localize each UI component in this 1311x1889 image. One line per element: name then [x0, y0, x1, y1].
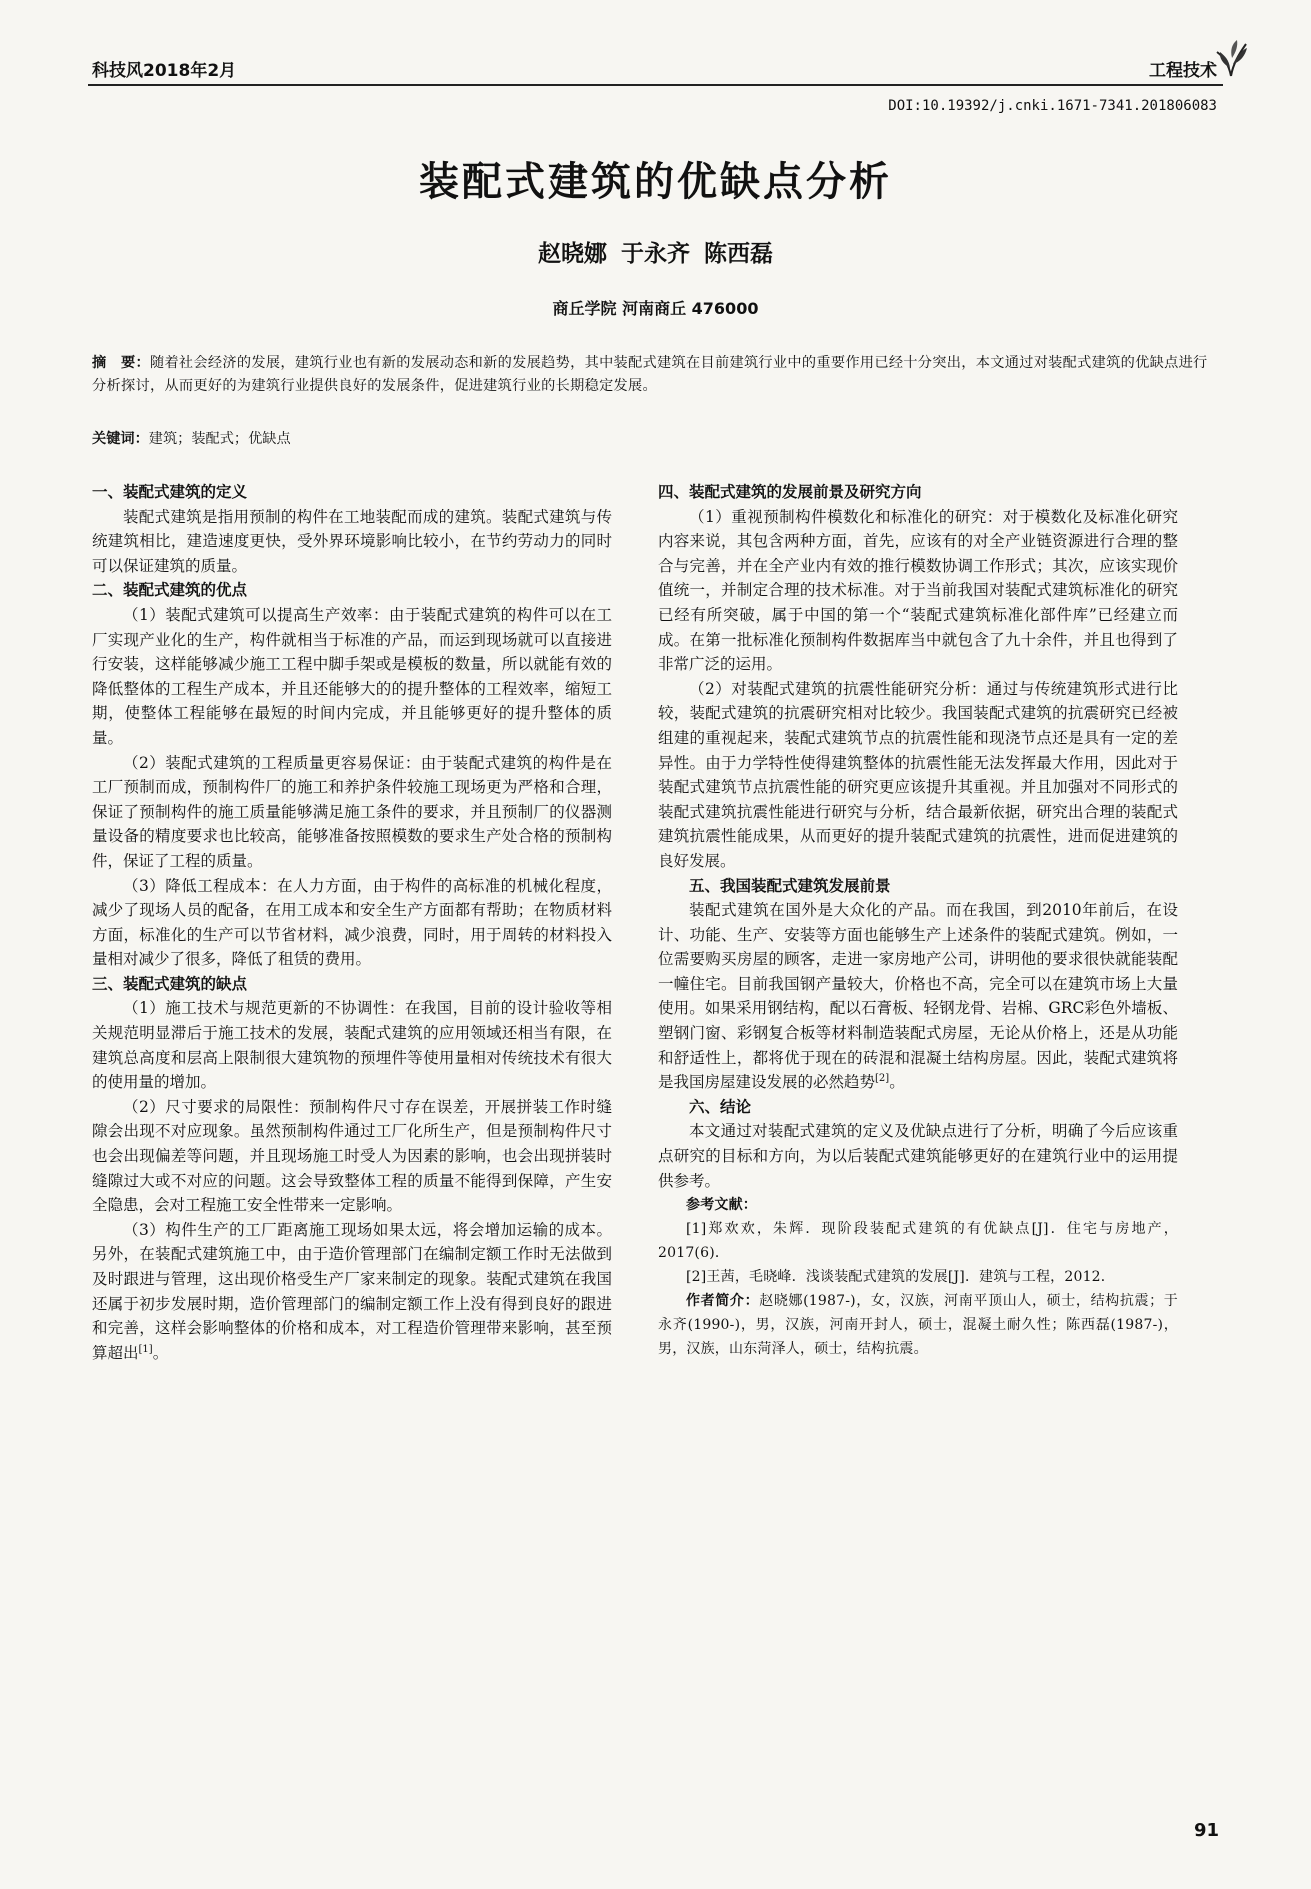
journal-issue: 科技风2018年2月	[92, 61, 237, 81]
left-section-heading: 一、装配式建筑的定义	[92, 483, 248, 501]
right-section-heading: 六、结论	[689, 1097, 752, 1116]
right-paragraph: 装配式建筑在国外是大众化的产品。而在我国，到2010年前后，在设计、功能、生产、安装等方面也能够生产上述条件的装配式建筑。例如，一位需要购买房屋的顾客，走进一家房地产公司，讲明他的要求很快就能装配一幢住宅。目前我国钢产量较大，价格也不高，完全可以在建筑市场上大量使用。如果采用钢结构，配以石膏板、轻钢龙骨、岩棉、GRC彩色外墙板、塑钢门窗、彩钢复合板等材料制造装配式房屋，无论从价格上，还是从功能和舒适性上，都将优于现在的砖混和混凝土结构房屋。因此，装配式建筑将是我国房屋建设发展的必然趋势[2]。	[658, 901, 1178, 1092]
sentence-end: 。	[889, 1073, 905, 1092]
left-paragraph: 装配式建筑是指用预制的构件在工地装配而成的建筑。装配式建筑与传统建筑相比，建造速度更快，受外界环境影响比较小，在节约劳动力的同时可以保证建筑的质量。	[92, 507, 612, 575]
keywords	[92, 428, 1220, 451]
leaf-logo-icon	[1213, 38, 1249, 78]
citation-marker: [2]	[875, 1073, 890, 1085]
header-rule	[88, 84, 1223, 86]
abstract-text: 随着社会经济的发展，建筑行业也有新的发展动态和新的发展趋势，其中装配式建筑在目前建筑行业中的重要作用已经十分突出，本文通过对装配式建筑的优缺点进行分析探讨，从而更好的为建筑行业提供良好的发展条件，促进建筑行业的长期稳定发展。	[92, 355, 1208, 394]
section-label: 工程技术	[1149, 61, 1217, 81]
right-column	[658, 480, 1178, 1361]
reference-item-1: [1]郑欢欢，朱辉．现阶段装配式建筑的有优缺点[J]．住宅与房地产，2017(6)．	[658, 1221, 1178, 1262]
right-section-heading: 五、我国装配式建筑发展前景	[689, 876, 891, 895]
left-section-heading: 三、装配式建筑的缺点	[92, 974, 248, 993]
left-paragraph: （2）装配式建筑的工程质量更容易保证：由于装配式建筑的构件是在工厂预制而成，预制构件厂的施工和养护条件较施工现场更为严格和合理，保证了预制构件的施工质量能够满足施工条件的要求，并且预制厂的仪器测量设备的精度要求也比较高，能够准备按照模数的要求生产处合格的预制构件，保证了工程的质量。	[92, 753, 612, 870]
right-paragraph: 本文通过对装配式建筑的定义及优缺点进行了分析，明确了今后应该重点研究的目标和方向，为以后装配式建筑能够更好的在建筑行业中的运用提供参考。	[658, 1122, 1178, 1190]
page-number: 91	[1193, 1820, 1219, 1841]
author-bio-text: 赵晓娜(1987-)，女，汉族，河南平顶山人，硕士，结构抗震；于永齐(1990-)，男，汉族，河南开封人，硕士，混凝土耐久性；陈西磊(1987-)，男，汉族，山东菏泽人，硕士，结构抗震。	[658, 1293, 1178, 1358]
citation-marker: [1]	[138, 1343, 153, 1355]
right-section-heading: 四、装配式建筑的发展前景及研究方向	[658, 483, 922, 501]
left-section-heading: 二、装配式建筑的优点	[92, 581, 248, 600]
abstract-label: 摘 要：	[92, 355, 150, 371]
author-bio-label: 作者简介：	[686, 1293, 760, 1310]
authors: 赵晓娜 于永齐 陈西磊	[537, 241, 773, 267]
keywords-text: 建筑；装配式；优缺点	[148, 431, 291, 447]
sentence-end: 。	[152, 1343, 169, 1362]
reference-item-2: [2]王茜，毛晓峰．浅谈装配式建筑的发展[J]．建筑与工程，2012．	[686, 1269, 1115, 1286]
references	[658, 1193, 1178, 1361]
author-bio	[658, 1289, 1178, 1361]
keywords-label: 关键词：	[92, 431, 149, 447]
references-label: 参考文献：	[686, 1197, 757, 1214]
left-paragraph: （1）施工技术与规范更新的不协调性：在我国，目前的设计验收等相关规范明显滞后于施工技术的发展，装配式建筑的应用领域还相当有限，在建筑总高度和层高上限制很大建筑物的预埋件等使用量相对传统技术有很大的使用量的增加。	[92, 999, 612, 1092]
doi: DOI:10.19392/j.cnki.1671-7341.201806083	[888, 98, 1217, 114]
left-paragraph: （1）装配式建筑可以提高生产效率：由于装配式建筑的构件可以在工厂实现产业化的生产，构件就相当于标准的产品，而运到现场就可以直接进行安装，这样能够减少施工工程中脚手架或是模板的数量，所以就能有效的降低整体的工程生产成本，并且还能够大的的提升整体的工程效率，缩短工期，使整体工程能够在最短的时间内完成，并且能够更好的提升整体的质量。	[92, 605, 612, 747]
left-paragraph: （3）构件生产的工厂距离施工现场如果太远，将会增加运输的成本。另外，在装配式建筑施工中，由于造价管理部门在编制定额工作时无法做到及时跟进与管理，这出现价格受生产厂家来制定的现象。装配式建筑在我国还属于初步发展时期，造价管理部门的编制定额工作上没有得到良好的跟进和完善，这样会影响整体的价格和成本，对工程造价管理带来影响，甚至预算超出[1]。	[92, 1220, 612, 1362]
left-column	[92, 480, 612, 1365]
article-title: 装配式建筑的优缺点分析	[419, 159, 892, 205]
abstract	[92, 352, 1220, 398]
right-paragraph: （1）重视预制构件模数化和标准化的研究：对于模数化及标准化研究内容来说，其包含两种方面，首先，应该有的对全产业链资源进行合理的整合与完善，并在全产业内有效的推行模数协调工作形式；其次，应该实现价值统一，并制定合理的技术标准。对于当前我国对装配式建筑标准化的研究已经有所突破，属于中国的第一个“装配式建筑标准化部件库”已经建立而成。在第一批标准化预制构件数据库当中就包含了九十余件，并且也得到了非常广泛的运用。	[658, 507, 1178, 674]
left-paragraph: （3）降低工程成本：在人力方面，由于构件的高标准的机械化程度，减少了现场人员的配备，在用工成本和安全生产方面都有帮助；在物质材料方面，标准化的生产可以节省材料，减少浪费，同时，用于周转的材料投入量相对减少了很多，降低了租赁的费用。	[92, 876, 612, 969]
left-paragraph: （2）尺寸要求的局限性：预制构件尺寸存在误差，开展拼装工作时缝隙会出现不对应现象。虽然预制构件通过工厂化所生产，但是预制构件尺寸也会出现偏差等问题，并且现场施工时受人为因素的影响，也会出现拼装时缝隙过大或不对应的问题。这会导致整体工程的质量不能得到保障，产生安全隐患，会对工程施工安全性带来一定影响。	[92, 1097, 612, 1215]
affiliation: 商丘学院 河南商丘 476000	[552, 299, 759, 318]
right-paragraph: （2）对装配式建筑的抗震性能研究分析：通过与传统建筑形式进行比较，装配式建筑的抗震研究相对比较少。我国装配式建筑的抗震研究已经被组建的重视起来，装配式建筑节点的抗震性能和现浇节点还是具有一定的差异性。由于力学特性使得建筑整体的抗震性能无法发挥最大作用，因此对于装配式建筑节点抗震性能的研究更应该提升其重视。并且加强对不同形式的装配式建筑抗震性能进行研究与分析，结合最新依据，研究出合理的装配式建筑抗震性能成果，从而更好的提升装配式建筑的抗震性，进而促进建筑的良好发展。	[658, 679, 1178, 870]
